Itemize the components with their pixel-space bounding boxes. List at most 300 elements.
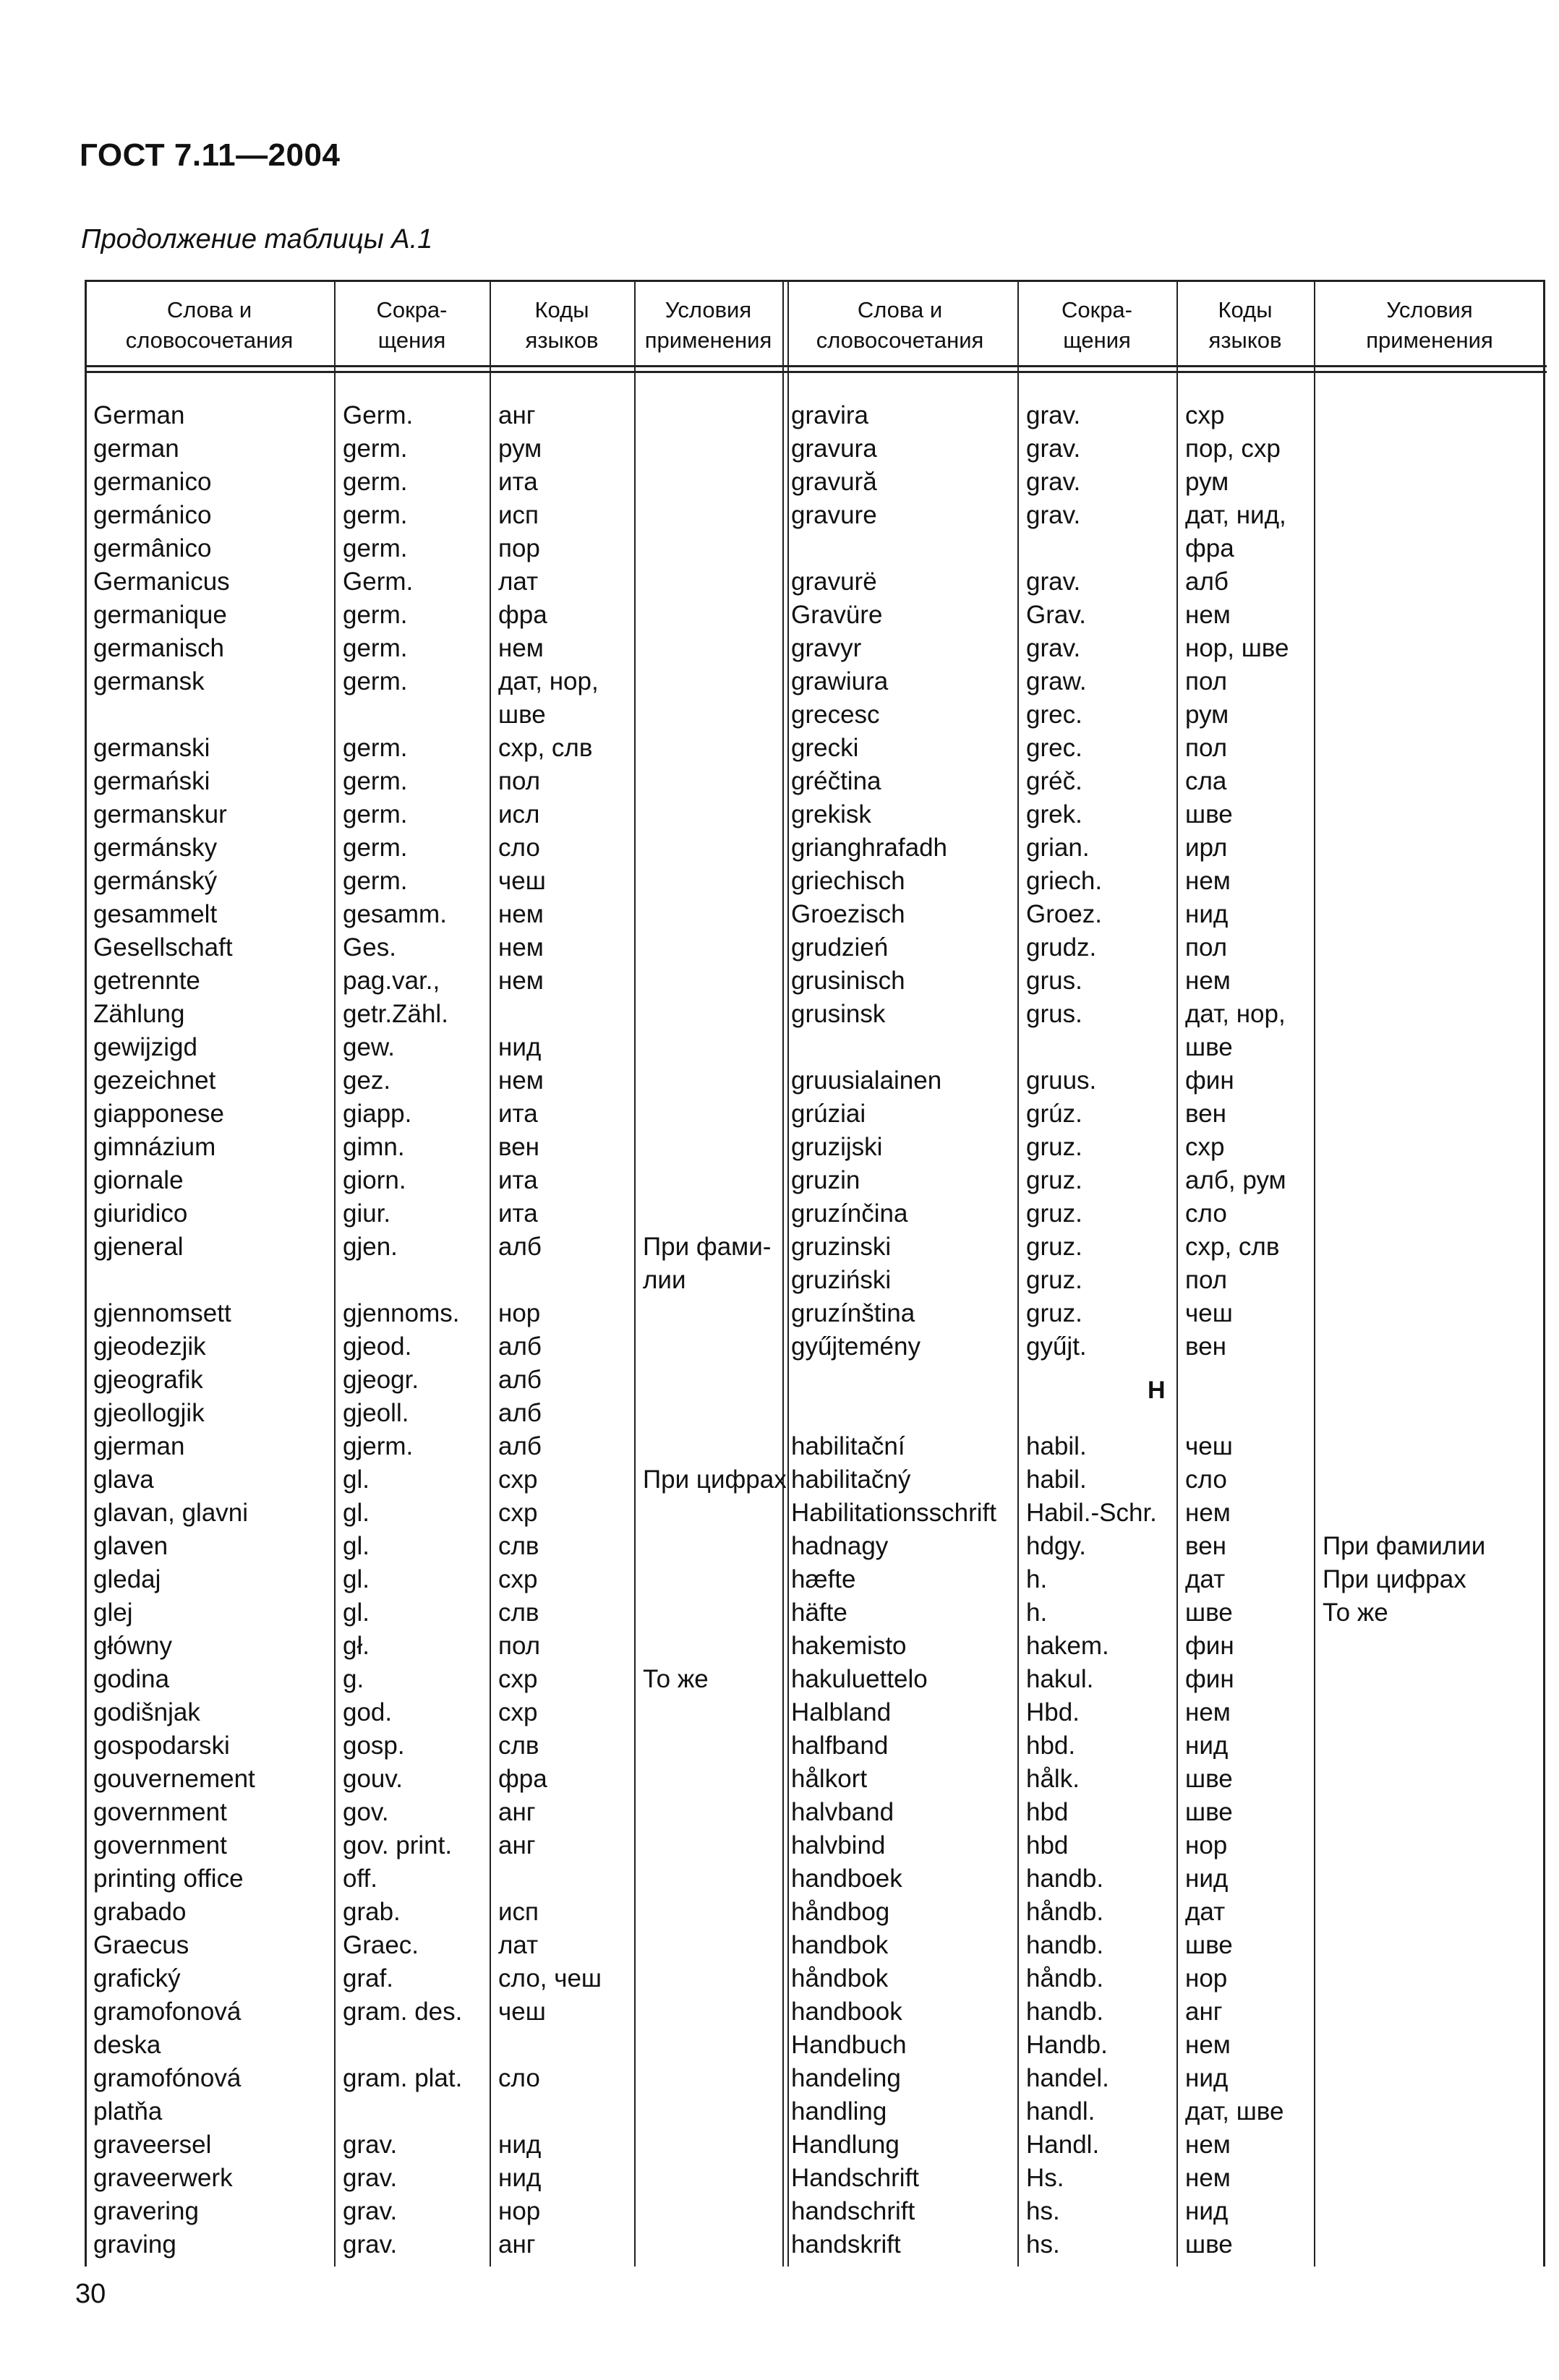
right-cond-cell: При цифрах bbox=[1323, 1565, 1466, 1593]
left-lang-cell: нем bbox=[498, 634, 544, 662]
left-word-cell: germánský bbox=[93, 867, 218, 895]
right-lang-cell: шве bbox=[1185, 800, 1233, 829]
right-word-cell: gruzin bbox=[791, 1166, 860, 1194]
header-lang-left: Коды языков bbox=[525, 297, 599, 353]
right-word-cell: hålkort bbox=[791, 1765, 868, 1793]
left-abbr-cell: gjeod. bbox=[343, 1332, 412, 1361]
right-lang-cell: сла bbox=[1185, 767, 1227, 795]
left-abbr-cell: giur. bbox=[343, 1199, 391, 1228]
right-abbr-cell: gyűjt. bbox=[1026, 1332, 1087, 1361]
left-abbr-cell: germ. bbox=[343, 800, 408, 829]
left-abbr-cell: germ. bbox=[343, 534, 408, 562]
right-abbr-cell: hbd bbox=[1026, 1798, 1069, 1826]
right-lang-cell: нид bbox=[1185, 1865, 1229, 1893]
right-lang-cell: пол bbox=[1185, 933, 1228, 962]
right-abbr-cell: hs. bbox=[1026, 2197, 1060, 2225]
right-lang-cell: рум bbox=[1185, 701, 1229, 729]
left-lang-cell: анг bbox=[498, 401, 536, 429]
right-word-cell: grecesc bbox=[791, 701, 880, 729]
right-word-cell: gruusialainen bbox=[791, 1066, 942, 1095]
left-abbr-cell: giorn. bbox=[343, 1166, 406, 1194]
right-abbr-cell: griech. bbox=[1026, 867, 1103, 895]
column-rule bbox=[490, 280, 491, 2266]
right-word-cell: halvband bbox=[791, 1798, 894, 1826]
left-lang-cell: нид bbox=[498, 1033, 542, 1061]
left-lang-cell: дат, нор, bbox=[498, 667, 599, 695]
right-abbr-cell: grec. bbox=[1026, 734, 1082, 762]
right-abbr-cell: handb. bbox=[1026, 1931, 1104, 1959]
header-word-left: Слова и словосочетания bbox=[125, 297, 294, 353]
left-word-cell: gezeichnet bbox=[93, 1066, 216, 1095]
left-word-cell: gjeollogjik bbox=[93, 1399, 205, 1427]
left-word-cell: graving bbox=[93, 2230, 176, 2259]
left-word-cell: gjeodezjik bbox=[93, 1332, 206, 1361]
left-word-cell: printing office bbox=[93, 1865, 244, 1893]
left-lang-cell: нем bbox=[498, 933, 544, 962]
right-word-cell: handschrift bbox=[791, 2197, 915, 2225]
right-lang-cell: пол bbox=[1185, 667, 1228, 695]
right-lang-cell: нор bbox=[1185, 1831, 1228, 1859]
right-abbr-cell: grav. bbox=[1026, 501, 1081, 529]
left-abbr-cell: gov. print. bbox=[343, 1831, 453, 1859]
right-lang-cell: дат, нор, bbox=[1185, 1000, 1286, 1028]
right-lang-cell: вен bbox=[1185, 1100, 1226, 1128]
column-rule bbox=[787, 280, 789, 2266]
left-abbr-cell: gjen. bbox=[343, 1233, 398, 1261]
right-lang-cell: ирл bbox=[1185, 834, 1228, 862]
left-lang-cell: лат bbox=[498, 1931, 539, 1959]
left-word-cell: getrennte bbox=[93, 967, 200, 995]
left-word-cell: deska bbox=[93, 2031, 161, 2059]
left-lang-cell: сло bbox=[498, 2064, 540, 2092]
left-word-cell: gravering bbox=[93, 2197, 199, 2225]
left-abbr-cell: g. bbox=[343, 1665, 364, 1693]
left-abbr-cell: god. bbox=[343, 1698, 393, 1726]
left-cond-cell: При цифрах bbox=[643, 1465, 787, 1494]
left-word-cell: gospodarski bbox=[93, 1732, 230, 1760]
header-lang-right: Коды языков bbox=[1208, 297, 1282, 353]
left-abbr-cell: graf. bbox=[343, 1964, 394, 1992]
left-cond-cell: При фами- bbox=[643, 1233, 772, 1261]
right-abbr-cell: grav. bbox=[1026, 634, 1081, 662]
left-word-cell: gjeografik bbox=[93, 1366, 203, 1394]
column-rule bbox=[634, 280, 636, 2266]
left-abbr-cell: gimn. bbox=[343, 1133, 405, 1161]
left-word-cell: germanski bbox=[93, 734, 210, 762]
right-lang-cell: фра bbox=[1185, 534, 1234, 562]
right-word-cell: gravyr bbox=[791, 634, 862, 662]
left-word-cell: government bbox=[93, 1831, 227, 1859]
left-lang-cell: схр bbox=[498, 1565, 538, 1593]
left-abbr-cell: gl. bbox=[343, 1532, 370, 1560]
header-abbr-right: Сокра- щения bbox=[1062, 297, 1132, 353]
left-abbr-cell: gesamm. bbox=[343, 900, 447, 928]
header-cond-right: Условия применения bbox=[1366, 297, 1493, 353]
right-lang-cell: чеш bbox=[1185, 1299, 1233, 1327]
left-lang-cell: слв bbox=[498, 1598, 539, 1627]
left-abbr-cell: Graec. bbox=[343, 1931, 419, 1959]
right-word-cell: habilitačný bbox=[791, 1465, 911, 1494]
left-word-cell: gouvernement bbox=[93, 1765, 255, 1793]
right-lang-cell: дат, шве bbox=[1185, 2097, 1284, 2126]
left-word-cell: Zählung bbox=[93, 1000, 185, 1028]
right-lang-cell: сло bbox=[1185, 1199, 1227, 1228]
right-word-cell: gruzijski bbox=[791, 1133, 883, 1161]
left-abbr-cell: germ. bbox=[343, 667, 408, 695]
right-word-cell: gravură bbox=[791, 468, 877, 496]
left-lang-cell: схр bbox=[498, 1465, 538, 1494]
right-word-cell: grúziai bbox=[791, 1100, 866, 1128]
right-abbr-cell: hbd bbox=[1026, 1831, 1069, 1859]
left-word-cell: glavan, glavni bbox=[93, 1499, 249, 1527]
left-lang-cell: ита bbox=[498, 468, 538, 496]
right-abbr-cell: gruz. bbox=[1026, 1199, 1082, 1228]
right-abbr-cell: Handl. bbox=[1026, 2131, 1100, 2159]
right-word-cell: habilitační bbox=[791, 1432, 905, 1460]
left-abbr-cell: grab. bbox=[343, 1898, 401, 1926]
right-abbr-cell: grek. bbox=[1026, 800, 1082, 829]
left-abbr-cell: germ. bbox=[343, 767, 408, 795]
right-word-cell: griechisch bbox=[791, 867, 905, 895]
right-abbr-cell: hbd. bbox=[1026, 1732, 1076, 1760]
left-word-cell: germánico bbox=[93, 501, 212, 529]
right-abbr-cell: gruz. bbox=[1026, 1166, 1082, 1194]
header-rule-double bbox=[85, 371, 1547, 373]
left-abbr-cell: gl. bbox=[343, 1465, 370, 1494]
right-abbr-cell: gruus. bbox=[1026, 1066, 1097, 1095]
left-abbr-cell: Germ. bbox=[343, 401, 414, 429]
right-word-cell: grekisk bbox=[791, 800, 871, 829]
right-abbr-cell: handb. bbox=[1026, 1865, 1104, 1893]
right-abbr-cell: h. bbox=[1026, 1565, 1048, 1593]
right-word-cell: gravure bbox=[791, 501, 877, 529]
right-lang-cell: шве bbox=[1185, 1598, 1233, 1627]
left-word-cell: godišnjak bbox=[93, 1698, 200, 1726]
right-abbr-cell: grian. bbox=[1026, 834, 1090, 862]
right-lang-cell: дат bbox=[1185, 1565, 1226, 1593]
left-abbr-cell: germ. bbox=[343, 501, 408, 529]
right-lang-cell: фин bbox=[1185, 1665, 1234, 1693]
left-word-cell: graveersel bbox=[93, 2131, 212, 2159]
left-lang-cell: алб bbox=[498, 1233, 542, 1261]
left-word-cell: germanskur bbox=[93, 800, 227, 829]
right-word-cell: gravura bbox=[791, 435, 877, 463]
section-letter: Н bbox=[1148, 1377, 1166, 1404]
left-abbr-cell: pag.var., bbox=[343, 967, 440, 995]
right-word-cell: Handbuch bbox=[791, 2031, 907, 2059]
right-word-cell: grudzień bbox=[791, 933, 889, 962]
left-abbr-cell: gl. bbox=[343, 1598, 370, 1627]
column-rule bbox=[1314, 280, 1315, 2266]
right-word-cell: Handschrift bbox=[791, 2164, 920, 2192]
right-lang-cell: вен bbox=[1185, 1532, 1226, 1560]
left-lang-cell: схр bbox=[498, 1698, 538, 1726]
right-lang-cell: нем bbox=[1185, 2164, 1231, 2192]
right-lang-cell: анг bbox=[1185, 1998, 1223, 2026]
left-word-cell: Germanicus bbox=[93, 568, 230, 596]
left-lang-cell: нем bbox=[498, 900, 544, 928]
left-lang-cell: фра bbox=[498, 1765, 547, 1793]
right-lang-cell: нем bbox=[1185, 1499, 1231, 1527]
right-abbr-cell: Handb. bbox=[1026, 2031, 1108, 2059]
left-lang-cell: исл bbox=[498, 800, 540, 829]
left-word-cell: glava bbox=[93, 1465, 154, 1494]
right-word-cell: hæfte bbox=[791, 1565, 856, 1593]
right-lang-cell: шве bbox=[1185, 1765, 1233, 1793]
left-lang-cell: ита bbox=[498, 1199, 538, 1228]
right-word-cell: gruzinski bbox=[791, 1233, 892, 1261]
left-abbr-cell: germ. bbox=[343, 834, 408, 862]
left-lang-cell: нем bbox=[498, 1066, 544, 1095]
left-lang-cell: анг bbox=[498, 2230, 536, 2259]
left-lang-cell: ита bbox=[498, 1100, 538, 1128]
right-abbr-cell: Hs. bbox=[1026, 2164, 1064, 2192]
left-lang-cell: рум bbox=[498, 435, 542, 463]
right-word-cell: håndbok bbox=[791, 1964, 889, 1992]
right-lang-cell: нид bbox=[1185, 900, 1229, 928]
left-abbr-cell: gouv. bbox=[343, 1765, 403, 1793]
right-abbr-cell: Habil.-Schr. bbox=[1026, 1499, 1157, 1527]
right-word-cell: grawiura bbox=[791, 667, 889, 695]
column-rule bbox=[1017, 280, 1019, 2266]
right-lang-cell: шве bbox=[1185, 2230, 1233, 2259]
right-lang-cell: рум bbox=[1185, 468, 1229, 496]
right-word-cell: handbok bbox=[791, 1931, 889, 1959]
left-word-cell: platňa bbox=[93, 2097, 163, 2126]
right-word-cell: Halbland bbox=[791, 1698, 892, 1726]
left-word-cell: główny bbox=[93, 1632, 172, 1660]
left-lang-cell: слв bbox=[498, 1732, 539, 1760]
left-abbr-cell: gl. bbox=[343, 1499, 370, 1527]
left-word-cell: glaven bbox=[93, 1532, 168, 1560]
right-cond-cell: При фамилии bbox=[1323, 1532, 1486, 1560]
left-abbr-cell: gosp. bbox=[343, 1732, 405, 1760]
left-abbr-cell: germ. bbox=[343, 867, 408, 895]
right-abbr-cell: hakul. bbox=[1026, 1665, 1094, 1693]
right-abbr-cell: hs. bbox=[1026, 2230, 1060, 2259]
left-lang-cell: ита bbox=[498, 1166, 538, 1194]
right-abbr-cell: handb. bbox=[1026, 1998, 1104, 2026]
right-lang-cell: нем bbox=[1185, 2131, 1231, 2159]
right-word-cell: handboek bbox=[791, 1865, 902, 1893]
left-abbr-cell: gjerm. bbox=[343, 1432, 414, 1460]
left-word-cell: gramofonová bbox=[93, 1998, 242, 2026]
right-abbr-cell: grav. bbox=[1026, 401, 1081, 429]
left-abbr-cell: gram. plat. bbox=[343, 2064, 463, 2092]
left-abbr-cell: grav. bbox=[343, 2164, 398, 2192]
left-lang-cell: схр bbox=[498, 1499, 538, 1527]
right-word-cell: gruziński bbox=[791, 1266, 892, 1294]
right-lang-cell: шве bbox=[1185, 1033, 1233, 1061]
left-abbr-cell: germ. bbox=[343, 601, 408, 629]
right-lang-cell: шве bbox=[1185, 1798, 1233, 1826]
right-word-cell: hadnagy bbox=[791, 1532, 889, 1560]
left-lang-cell: исп bbox=[498, 1898, 539, 1926]
document-title: ГОСТ 7.11—2004 bbox=[80, 137, 341, 173]
left-word-cell: German bbox=[93, 401, 185, 429]
right-abbr-cell: Hbd. bbox=[1026, 1698, 1080, 1726]
right-word-cell: handeling bbox=[791, 2064, 901, 2092]
left-word-cell: grafický bbox=[93, 1964, 181, 1992]
left-word-cell: germanico bbox=[93, 468, 212, 496]
right-abbr-cell: grav. bbox=[1026, 568, 1081, 596]
right-cond-cell: То же bbox=[1323, 1598, 1388, 1627]
table-caption: Продолжение таблицы А.1 bbox=[81, 224, 433, 254]
right-word-cell: gravurë bbox=[791, 568, 877, 596]
right-abbr-cell: gruz. bbox=[1026, 1299, 1082, 1327]
right-word-cell: grusinsk bbox=[791, 1000, 886, 1028]
right-abbr-cell: handl. bbox=[1026, 2097, 1095, 2126]
left-word-cell: german bbox=[93, 435, 179, 463]
left-abbr-cell: gjeogr. bbox=[343, 1366, 419, 1394]
right-abbr-cell: grudz. bbox=[1026, 933, 1097, 962]
right-lang-cell: схр, слв bbox=[1185, 1233, 1280, 1261]
right-lang-cell: нор, шве bbox=[1185, 634, 1289, 662]
right-word-cell: handskrift bbox=[791, 2230, 901, 2259]
left-lang-cell: сло, чеш bbox=[498, 1964, 602, 1992]
column-rule bbox=[782, 280, 784, 2266]
left-lang-cell: пол bbox=[498, 767, 541, 795]
right-lang-cell: пол bbox=[1185, 1266, 1228, 1294]
right-abbr-cell: Grav. bbox=[1026, 601, 1086, 629]
right-lang-cell: вен bbox=[1185, 1332, 1226, 1361]
left-abbr-cell: gjeoll. bbox=[343, 1399, 409, 1427]
right-word-cell: Handlung bbox=[791, 2131, 900, 2159]
right-lang-cell: пор, схр bbox=[1185, 435, 1281, 463]
right-word-cell: häfte bbox=[791, 1598, 847, 1627]
right-lang-cell: сло bbox=[1185, 1465, 1227, 1494]
right-lang-cell: шве bbox=[1185, 1931, 1233, 1959]
header-abbr-left: Сокра- щения bbox=[376, 297, 448, 353]
right-lang-cell: фин bbox=[1185, 1632, 1234, 1660]
left-abbr-cell: germ. bbox=[343, 734, 408, 762]
left-abbr-cell: gl. bbox=[343, 1565, 370, 1593]
left-abbr-cell: gram. des. bbox=[343, 1998, 463, 2026]
right-word-cell: Habilitationsschrift bbox=[791, 1499, 996, 1527]
right-abbr-cell: grec. bbox=[1026, 701, 1082, 729]
right-lang-cell: нем bbox=[1185, 2031, 1231, 2059]
left-abbr-cell: grav. bbox=[343, 2197, 398, 2225]
right-lang-cell: нем bbox=[1185, 601, 1231, 629]
right-abbr-cell: habil. bbox=[1026, 1432, 1087, 1460]
left-word-cell: Graecus bbox=[93, 1931, 189, 1959]
left-lang-cell: алб bbox=[498, 1399, 542, 1427]
left-abbr-cell: gov. bbox=[343, 1798, 389, 1826]
right-abbr-cell: handel. bbox=[1026, 2064, 1109, 2092]
right-abbr-cell: Groez. bbox=[1026, 900, 1103, 928]
left-word-cell: gramofónová bbox=[93, 2064, 242, 2092]
left-word-cell: germánsky bbox=[93, 834, 218, 862]
left-lang-cell: схр, слв bbox=[498, 734, 593, 762]
page-number: 30 bbox=[75, 2279, 106, 2309]
left-lang-cell: нид bbox=[498, 2131, 542, 2159]
right-lang-cell: нид bbox=[1185, 2197, 1229, 2225]
abbreviation-table bbox=[85, 280, 1547, 2268]
left-word-cell: gjerman bbox=[93, 1432, 185, 1460]
left-word-cell: germański bbox=[93, 767, 210, 795]
column-rule bbox=[1176, 280, 1178, 2266]
right-abbr-cell: håndb. bbox=[1026, 1964, 1104, 1992]
right-abbr-cell: grus. bbox=[1026, 967, 1082, 995]
left-lang-cell: сло bbox=[498, 834, 540, 862]
left-abbr-cell: gjennoms. bbox=[343, 1299, 460, 1327]
right-abbr-cell: håndb. bbox=[1026, 1898, 1104, 1926]
right-abbr-cell: gruz. bbox=[1026, 1133, 1082, 1161]
header-cond-left: Условия применения bbox=[644, 297, 772, 353]
left-lang-cell: анг bbox=[498, 1831, 536, 1859]
right-lang-cell: дат bbox=[1185, 1898, 1226, 1926]
right-lang-cell: пол bbox=[1185, 734, 1228, 762]
left-abbr-cell: off. bbox=[343, 1865, 378, 1893]
right-abbr-cell: grúz. bbox=[1026, 1100, 1082, 1128]
left-word-cell: gledaj bbox=[93, 1565, 161, 1593]
right-lang-cell: нем bbox=[1185, 867, 1231, 895]
left-lang-cell: схр bbox=[498, 1665, 538, 1693]
left-lang-cell: нор bbox=[498, 1299, 541, 1327]
right-abbr-cell: grus. bbox=[1026, 1000, 1082, 1028]
right-word-cell: gréčtina bbox=[791, 767, 881, 795]
left-word-cell: gesammelt bbox=[93, 900, 218, 928]
left-lang-cell: нор bbox=[498, 2197, 541, 2225]
right-lang-cell: нем bbox=[1185, 1698, 1231, 1726]
right-word-cell: grianghrafadh bbox=[791, 834, 947, 862]
left-word-cell: gjeneral bbox=[93, 1233, 184, 1261]
left-lang-cell: пор bbox=[498, 534, 540, 562]
left-abbr-cell: giapp. bbox=[343, 1100, 412, 1128]
right-word-cell: handbook bbox=[791, 1998, 902, 2026]
left-lang-cell: чеш bbox=[498, 867, 546, 895]
right-lang-cell: нид bbox=[1185, 1732, 1229, 1760]
left-lang-cell: пол bbox=[498, 1632, 541, 1660]
left-cond-cell: То же bbox=[643, 1665, 709, 1693]
right-word-cell: grusinisch bbox=[791, 967, 905, 995]
left-word-cell: government bbox=[93, 1798, 227, 1826]
left-abbr-cell: Ges. bbox=[343, 933, 396, 962]
left-lang-cell: алб bbox=[498, 1332, 542, 1361]
right-word-cell: Groezisch bbox=[791, 900, 905, 928]
left-abbr-cell: gew. bbox=[343, 1033, 395, 1061]
right-word-cell: gyűjtemény bbox=[791, 1332, 921, 1361]
right-abbr-cell: grav. bbox=[1026, 435, 1081, 463]
left-word-cell: giapponese bbox=[93, 1100, 224, 1128]
left-word-cell: graveerwerk bbox=[93, 2164, 233, 2192]
right-abbr-cell: habil. bbox=[1026, 1465, 1087, 1494]
right-abbr-cell: gréč. bbox=[1026, 767, 1082, 795]
left-lang-cell: алб bbox=[498, 1432, 542, 1460]
left-word-cell: giornale bbox=[93, 1166, 184, 1194]
left-lang-cell: нид bbox=[498, 2164, 542, 2192]
right-abbr-cell: gruz. bbox=[1026, 1266, 1082, 1294]
right-lang-cell: нор bbox=[1185, 1964, 1228, 1992]
column-rule bbox=[334, 280, 336, 2266]
left-abbr-cell: Germ. bbox=[343, 568, 414, 596]
right-lang-cell: схр bbox=[1185, 401, 1225, 429]
right-abbr-cell: grav. bbox=[1026, 468, 1081, 496]
right-abbr-cell: hakem. bbox=[1026, 1632, 1109, 1660]
left-lang-cell: слв bbox=[498, 1532, 539, 1560]
left-abbr-cell: grav. bbox=[343, 2230, 398, 2259]
left-word-cell: grabado bbox=[93, 1898, 187, 1926]
right-lang-cell: схр bbox=[1185, 1133, 1225, 1161]
right-word-cell: halvbind bbox=[791, 1831, 886, 1859]
left-word-cell: germanisch bbox=[93, 634, 224, 662]
left-word-cell: gjennomsett bbox=[93, 1299, 231, 1327]
header-rule bbox=[85, 365, 1547, 367]
left-abbr-cell: gł. bbox=[343, 1632, 370, 1660]
left-word-cell: germânico bbox=[93, 534, 212, 562]
right-abbr-cell: graw. bbox=[1026, 667, 1087, 695]
left-lang-cell: фра bbox=[498, 601, 547, 629]
